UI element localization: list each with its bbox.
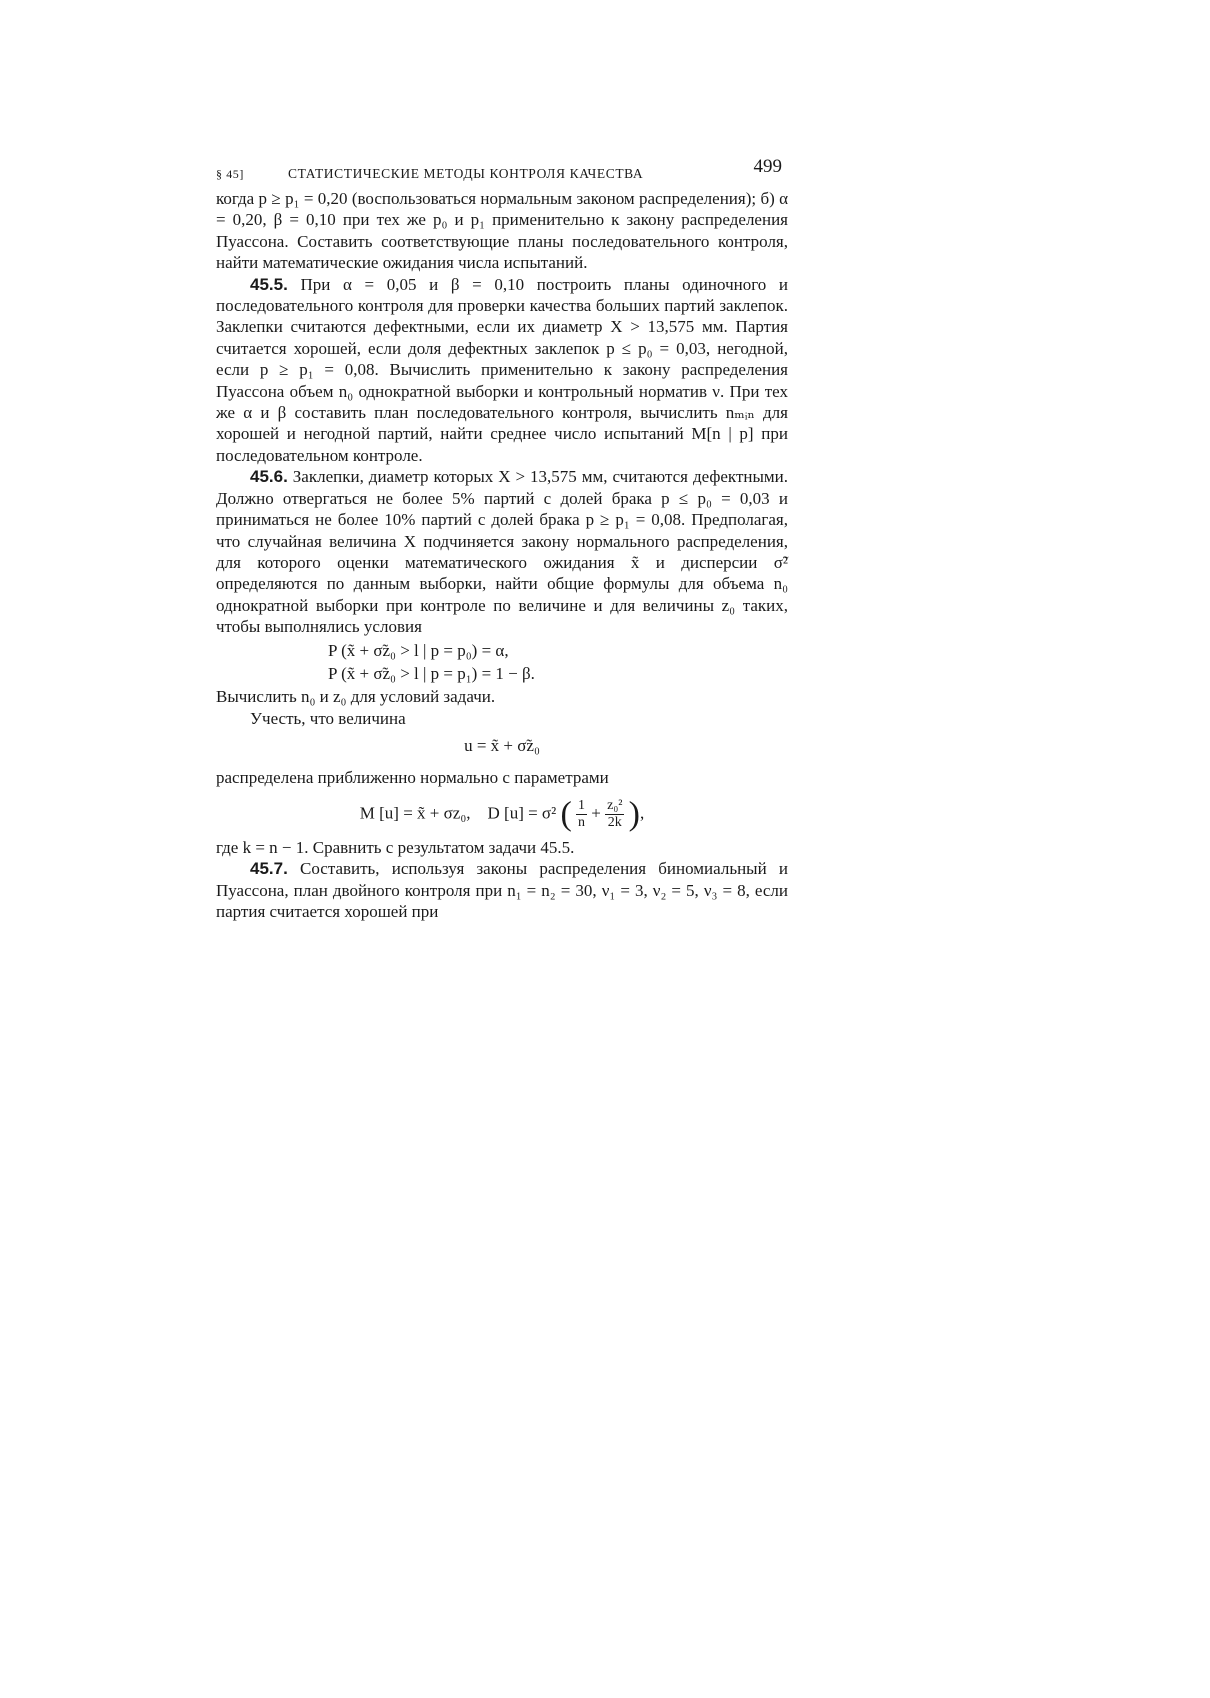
problem-number: 45.5. <box>250 274 288 294</box>
left-paren: ( <box>560 795 572 833</box>
equation-2: P (x̃ + σ̃z₀ > l | p = p₁) = 1 − β. <box>328 663 535 683</box>
equation-3: u = x̃ + σ̃z₀ <box>464 736 540 756</box>
running-header <box>216 156 788 182</box>
problem-number: 45.6. <box>250 467 288 487</box>
mean-expression: M [u] = x̃ + σz₀, <box>359 803 471 823</box>
fraction-1-n: $\frac{1}{n}$ <box>578 797 586 830</box>
continued-paragraph: когда p ≥ p₁ = 0,20 (воспользоваться нормальным законом распределения); б) α = 0,20, β = 0,10 при тех же p₀ и p₁ применительно к закону распределения Пуассона. Составить соответствующие планы последовательного контроля, найти математические ожидания числа испытаний. <box>216 189 788 273</box>
equation-1: P (x̃ + σ̃z₀ > l | p = p₀) = α, <box>328 640 509 660</box>
page-number: 499 <box>753 156 782 177</box>
variance-expression: D [u] = σ² <box>487 803 557 823</box>
right-paren: ) <box>628 795 640 833</box>
note-line: Учесть, что величина <box>250 708 406 728</box>
problem-number: 45.7. <box>250 859 288 879</box>
distributed-line: распределена приближенно нормально с параметрами <box>216 767 609 787</box>
where-line: где k = n − 1. Сравнить с результатом задачи 45.5. <box>216 837 575 857</box>
problem-45-6 <box>216 466 788 637</box>
compute-line: Вычислить n₀ и z₀ для условий задачи. <box>216 687 496 707</box>
problem-text: При α = 0,05 и β = 0,10 построить планы одиночного и последовательного контроля для проверки качества больших партий заклепок. Заклепки считаются дефектными, если их диаметр X > 13,575 мм. Партия считается хорошей, если доля дефектных заклепок p ≤ p₀ = 0,03, негодной, если p ≥ p₁ = 0,08. Вычислить применительно к закону распределения Пуассона объем n₀ однократной выборки и контрольный норматив ν. При тех же α и β составить план последовательного контроля, вычислить nₘᵢₙ для хорошей и негодной партий, найти среднее число испытаний M[n | p] при последовательном контроле. <box>216 274 788 465</box>
problem-45-5 <box>216 274 788 467</box>
fraction-z0-2k: $\frac{\text{z₀²}}{2k}$ <box>607 797 623 830</box>
problem-text: Составить, используя законы распределения биномиальный и Пуассона, план двойного контроля при n₁ = n₂ = 30, ν₁ = 3, ν₂ = 5, ν₃ = 8, если партия считается хорошей при <box>216 859 788 922</box>
problem-text: Заклепки, диаметр которых X > 13,575 мм, считаются дефектными. Должно отвергаться не более 5% партий с долей брака p ≤ p₀ = 0,03 и приниматься не более 10% партий с долей брака p ≥ p₁ = 0,08. Предполагая, что случайная величина X подчиняется закону нормального распределения, для которого оценки математического ожидания x̃ и дисперсии σ̃² определяются по данным выборки, найти общие формулы для объема n₀ однократной выборки при контроле по величине и для величины z₀ таких, чтобы выполнялись условия <box>216 467 789 637</box>
running-title: СТАТИСТИЧЕСКИЕ МЕТОДЫ КОНТРОЛЯ КАЧЕСТВА <box>288 166 644 181</box>
problem-45-7 <box>216 858 788 922</box>
equation-4: M [u] = x̃ + σz₀, D [u] = σ² ( $\frac{1}{n}$ + $\frac{\text{z₀²}}{2k}$ ), <box>359 795 645 833</box>
section-ref: § 45] <box>216 167 244 181</box>
book-page <box>216 156 789 923</box>
